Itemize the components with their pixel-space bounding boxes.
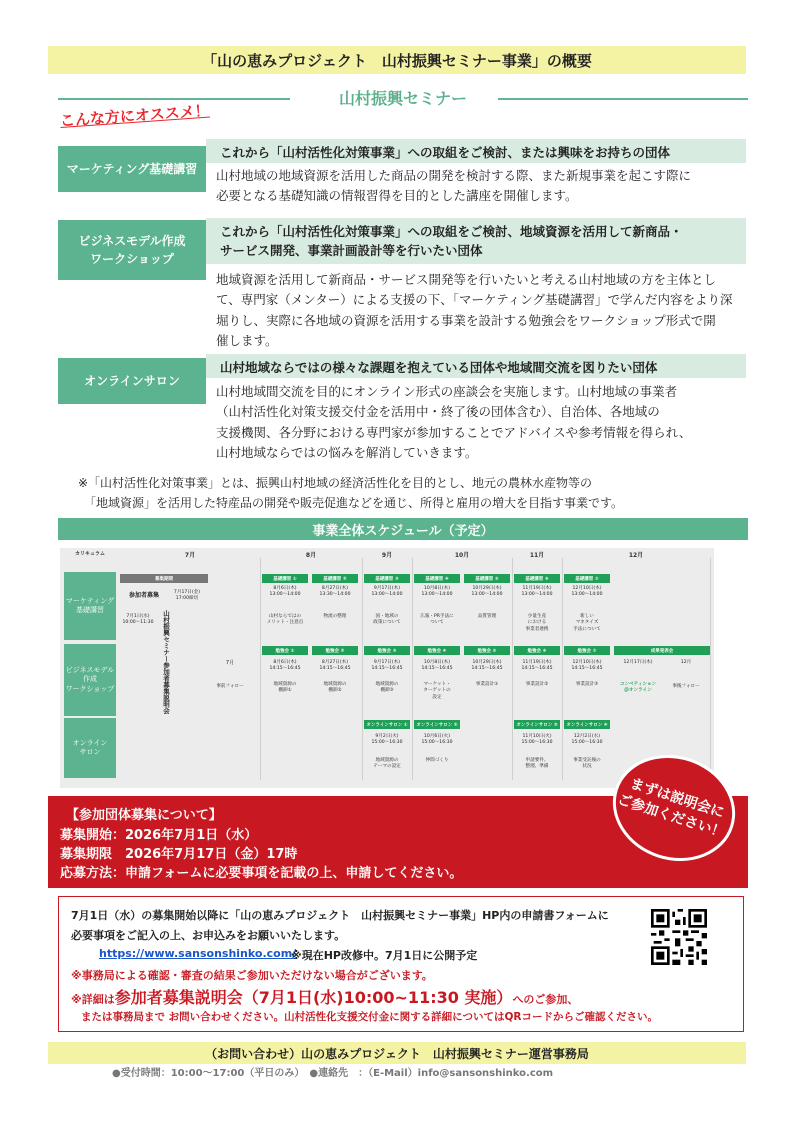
schedule-divider [260,558,261,780]
info-warning: ※事務局による確認・審査の結果ご参加いただけない場合がございます。 [71,969,433,982]
schedule-row-label-3: オンライン サロン [64,718,116,778]
briefing-badge: まずは説明会に ご参加ください！ [599,739,749,876]
marketing-session-topic: 品質管理 [477,614,497,619]
workshop-intro-month: 7月 [225,660,235,666]
website-note: ※現在HP改修中。7月1日に公開予定 [291,949,478,962]
schedule-row-label-2: ビジネスモデル 作成 ワークショップ [64,644,116,716]
schedule-divider [412,558,413,780]
marketing-session-date: 10月8日(木) 13:00～14:00 [421,586,453,598]
salon-session-date: 10月6日(火) 15:00～16:30 [421,734,453,746]
workshop-final-date: 12月17日(木) [623,660,653,665]
schedule-month-3: 9月 [381,552,393,559]
salon-session-tag: オンラインサロン ④ [564,720,610,729]
recruit-deadline-cell: 7月17日(金) 17:00締切 [173,590,201,602]
salon-session-topic: 事業受託後の 状況 [573,758,601,770]
schedule-divider [362,558,363,780]
workshop-session-date: 10月29日(木) 14:15～16:45 [471,660,503,672]
program-label-salon: オンラインサロン [58,358,206,404]
contact-title: （お問い合わせ）山の恵みプロジェクト 山村振興セミナー運営事務局 [48,1042,746,1064]
program-desc-workshop: 地域資源を活用して新商品・サービス開発等を行いたいと考える山村地域の方を主体とし て、専門家（メンター）による支援の下、「マーケティング基礎講習」で学んだ内容をより深 堀りし、実際に各地域の資源を活用する事業を設計する勉強会をワークショップ形式で開 催します。 [216,272,733,348]
recruit-period-tag: 募集期間 [120,574,208,583]
marketing-session-topic: 国・地域の 政策について [373,614,401,626]
workshop-session-date: 10月8日(木) 14:15～16:45 [421,660,453,672]
qr-code-icon[interactable] [651,909,707,965]
info-box [58,896,744,1032]
workshop-session-tag: 勉強会 ④ [414,646,460,655]
marketing-session-date: 11月19日(木) 13:00～14:00 [521,586,553,598]
marketing-session-topic: 物流の整理 [323,614,347,619]
workshop-session-topic: 地域資源の 棚卸③ [375,682,399,694]
marketing-session-topic: 広報・PR手法に ついて [420,614,454,626]
salon-session-tag: オンラインサロン ② [414,720,460,729]
salon-session-tag: オンラインサロン ① [364,720,410,729]
marketing-session-tag: 基礎講習 ① [262,574,308,583]
briefing-main: 参加者募集説明会（7月1日(水)10:00~11:30 実施） [114,988,513,1007]
workshop-session-topic: 事業設計① [475,682,499,687]
contact-details: ●受付時間：10:00～17:00（平日のみ） ●連絡先 ：（E-Mail）info@sansonshinko.com [112,1068,554,1079]
workshop-final-tag: 成果発表会 [614,646,710,655]
marketing-session-topic: 少量生産 における 事業者連携 [525,614,549,632]
marketing-session-date: 8月27日(木) 13:30～14:00 [319,586,351,598]
schedule-row-label-1: マーケティング 基礎講習 [64,572,116,640]
program-label-marketing: マーケティング基礎講習 [58,146,206,192]
schedule-title: 事業全体スケジュール（予定） [58,518,748,540]
recruit-label: 参加者募集 [128,592,159,599]
schedule-divider [562,558,563,780]
workshop-session-topic: 事業設計③ [575,682,599,687]
schedule-month-5: 11月 [529,552,545,559]
workshop-session-tag: 勉強会 ⑥ [514,646,560,655]
workshop-final-topic: コンペティション ＠オンライン [619,682,657,694]
schedule-table [60,548,714,788]
briefing-suffix: へのご参加、 [512,993,579,1006]
divider-right [498,98,748,100]
salon-session-topic: 仲間づくり [425,758,449,763]
briefing-vertical-label: 山村振興セミナー参加者募集説明会 [162,610,170,714]
workshop-intro-topic: 事前フォロー [216,684,244,689]
marketing-session-tag: 基礎講習 ⑤ [464,574,510,583]
workshop-session-topic: マーケット・ ターゲットの 設定 [423,682,451,700]
workshop-session-tag: 勉強会 ③ [364,646,410,655]
workshop-session-date: 12月10日(木) 14:15～16:45 [571,660,603,672]
section-subtitle: 山村振興セミナー [338,89,467,108]
workshop-session-tag: 勉強会 ⑦ [564,646,610,655]
salon-session-date: 11月10日(火) 15:00～16:30 [521,734,553,746]
marketing-session-topic: 新しい マネタイズ 手法について [573,614,601,632]
website-link[interactable]: https://www.sansonshinko.com/ [99,947,297,960]
workshop-session-date: 8月27日(木) 14:15～16:45 [319,660,351,672]
marketing-session-tag: 基礎講習 ④ [414,574,460,583]
schedule-month-4: 10月 [454,552,470,559]
schedule-month-6: 12月 [628,552,644,559]
schedule-corner: カリキュラム [75,551,105,557]
info-last: または事務局まで お問い合わせください。山村活性化支援交付金に関する詳細についてはQRコードからご確認ください。 [81,1011,658,1023]
workshop-session-topic: 地域資源の 棚卸① [273,682,297,694]
workshop-session-tag: 勉強会 ① [262,646,308,655]
info-line2: 必要事項をご記入の上、お申込みをお願いいたします。 [71,929,346,942]
recruit-title: 【参加団体募集について】 [66,808,222,823]
program-desc-marketing: 山村地域の地域資源を活用した商品の開発を検討する際、また新規事業を起こす際に 必要となる基礎知識の情報習得を目的とした講座を開催します。 [216,168,692,204]
recruit-method: 応募方法：申請フォームに必要事項を記載の上、申請してください。 [60,866,463,881]
marketing-session-tag: 基礎講習 ⑦ [564,574,610,583]
schedule-divider [512,558,513,780]
marketing-session-date: 12月10日(木) 13:00～14:00 [571,586,603,598]
workshop-followup: 事後フォロー [672,684,700,689]
program-target-salon: 山村地域ならではの様々な課題を抱えている団体や地域間交流を図りたい団体 [206,354,746,378]
workshop-session-topic: 事業設計② [525,682,549,687]
program-desc-salon: 山村地域間交流を目的にオンライン形式の座談会を実施します。山村地域の事業者 （山村活性化対策支援交付金を活用中・終了後の団体含む）、自治体、各地域の 支援機関、各分野における専門家が参加することでアドバイスや参考情報を得られ、 山村地域ならではの悩みを解消していきます。 [216,384,692,460]
workshop-session-date: 11月19日(木) 14:15～16:45 [521,660,553,672]
program-label-workshop: ビジネスモデル作成 ワークショップ [58,220,206,280]
program-target-marketing: これから「山村活性化対策事業」への取組をご検討、または興味をお持ちの団体 [206,139,746,163]
schedule-month-1: 7月 [184,552,196,559]
workshop-followup-month: 12月 [680,660,692,665]
marketing-session-tag: 基礎講習 ⑥ [514,574,560,583]
page-title: 「山の恵みプロジェクト 山村振興セミナー事業」の概要 [48,46,746,74]
marketing-session-date: 9月17日(木) 13:00～14:00 [371,586,403,598]
salon-session-tag: オンラインサロン ③ [514,720,560,729]
divider-left [58,98,290,100]
salon-session-topic: 地域資源の テーマの設定 [373,758,401,770]
recruit-start: 募集開始：2026年7月1日（水） [60,828,258,843]
info-line1: 7月1日（水）の募集開始以降に「山の恵みプロジェクト 山村振興セミナー事業」HP内の申請書フォームに [71,909,609,922]
marketing-session-date: 8月6日(木) 13:00～14:00 [269,586,301,598]
schedule-month-2: 8月 [305,552,317,559]
salon-session-date: 9月2日(火) 15:00～16:30 [371,734,403,746]
recruit-deadline: 募集期限 2026年7月17日（金）17時 [60,847,298,862]
marketing-session-topic: 山村ならではの メリット・注意点 [266,614,304,626]
program-target-workshop: これから「山村活性化対策事業」への取組をご検討、地域資源を活用して新商品・ サービス開発、事業計画設計等を行いたい団体 [206,218,746,264]
workshop-session-date: 9月17日(木) 14:15～16:45 [371,660,403,672]
info-briefing [71,985,578,1008]
workshop-session-date: 8月6日(木) 14:15～16:45 [269,660,301,672]
schedule-divider [710,558,711,780]
marketing-session-date: 10月29日(木) 13:00～14:00 [471,586,503,598]
workshop-session-tag: 勉強会 ② [312,646,358,655]
marketing-session-tag: 基礎講習 ② [312,574,358,583]
workshop-session-topic: 地域資源の 棚卸② [323,682,347,694]
recommend-label: こんな方にオススメ！ [59,101,211,130]
briefing-prefix: ※詳細は [71,993,115,1006]
footnote: ※「山村活性化対策事業」とは、振興山村地域の経済活性化を目的とし、地元の農林水産物等の 「地域資源」を活用した特産品の開発や販売促進などを通じ、所得と雇用の増大を目指す事業です。 [78,476,624,510]
salon-session-topic: 申請要件、 整理、準備 [525,758,549,770]
workshop-session-tag: 勉強会 ⑤ [464,646,510,655]
salon-session-date: 12月2日(水) 15:00～16:30 [571,734,603,746]
marketing-session-tag: 基礎講習 ③ [364,574,410,583]
recruit-start-cell: 7月1日(水) 10:00～11:30 [122,614,154,626]
